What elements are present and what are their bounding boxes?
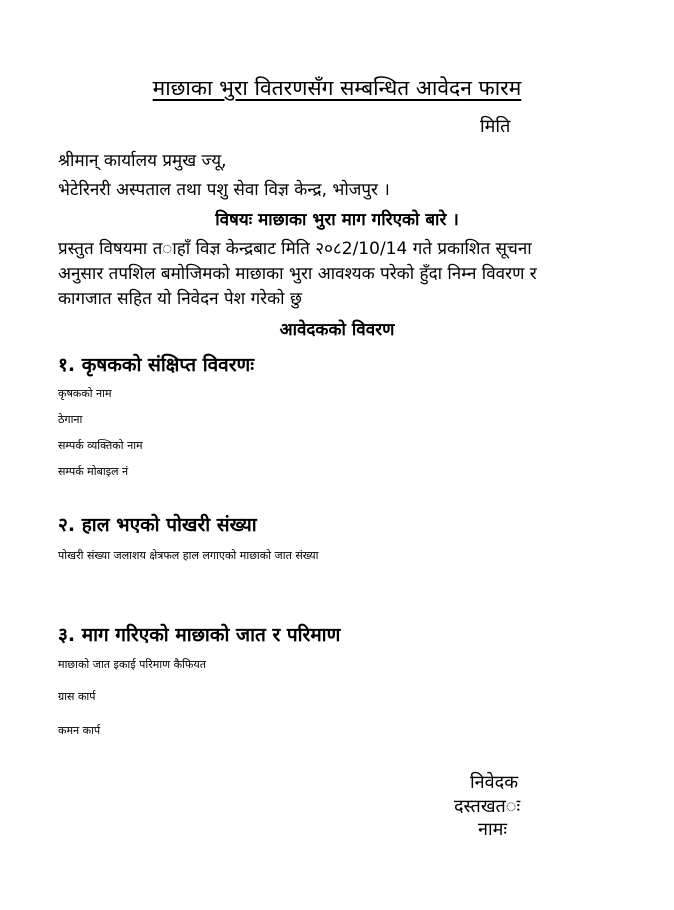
addressee-line-1: श्रीमान् कार्यालय प्रमुख ज्यू,: [58, 151, 227, 171]
date-label: मिति: [480, 116, 511, 137]
section2-heading: २. हाल भएको पोखरी संख्या: [58, 514, 257, 536]
section2-columns: पोखरी संख्या जलाशय क्षेत्रफल हाल लगाएको माछाको जात संख्या: [58, 549, 319, 562]
applicant-label: निवेदक: [470, 772, 519, 793]
section1-heading: १. कृषकको संक्षिप्त विवरणः: [58, 354, 255, 376]
row-grass-carp: ग्रास कार्प: [58, 690, 96, 703]
field-farmer-name: कृषकको नाम: [58, 387, 112, 400]
field-address: ठेगाना: [58, 413, 83, 426]
addressee-line-2: भेटेरिनरी अस्पताल तथा पशु सेवा विज्ञ केन्द्र, भोजपुर ।: [58, 180, 390, 200]
field-contact-person: सम्पर्क व्यक्तिको नाम: [58, 439, 143, 452]
section3-heading: ३. माग गरिएको माछाको जात र परिमाण: [58, 624, 341, 646]
body-line: अनुसार तपशिल बमोजिमको माछाका भुरा आवश्यक परेको हुँदा निम्न विवरण र: [58, 264, 537, 284]
section3-columns: माछाको जात इकाई परिमाण कैफियत: [58, 658, 207, 671]
body-paragraph: [58, 237, 628, 312]
applicant-details-heading: आवेदकको विवरण: [279, 320, 395, 340]
body-line: प्रस्तुत विषयमा त◌ाहाँ विज्ञ केन्द्रबाट मिति २०८2/10/14 गते प्रकाशित सूचना: [58, 239, 532, 259]
body-line: कागजात सहित यो निवेदन पेश गरेको छु: [58, 289, 302, 309]
field-contact-mobile: सम्पर्क मोबाइल नं: [58, 465, 129, 478]
name-label: नामः: [478, 819, 508, 840]
row-common-carp: कमन कार्प: [58, 724, 101, 737]
signature-label: दस्तखत◌ः: [454, 796, 521, 817]
form-title: माछाका भुरा वितरणसँग सम्बन्धित आवेदन फारम: [152, 76, 522, 100]
subject-line: विषयः माछाका भुरा माग गरिएको बारे ।: [215, 210, 459, 230]
